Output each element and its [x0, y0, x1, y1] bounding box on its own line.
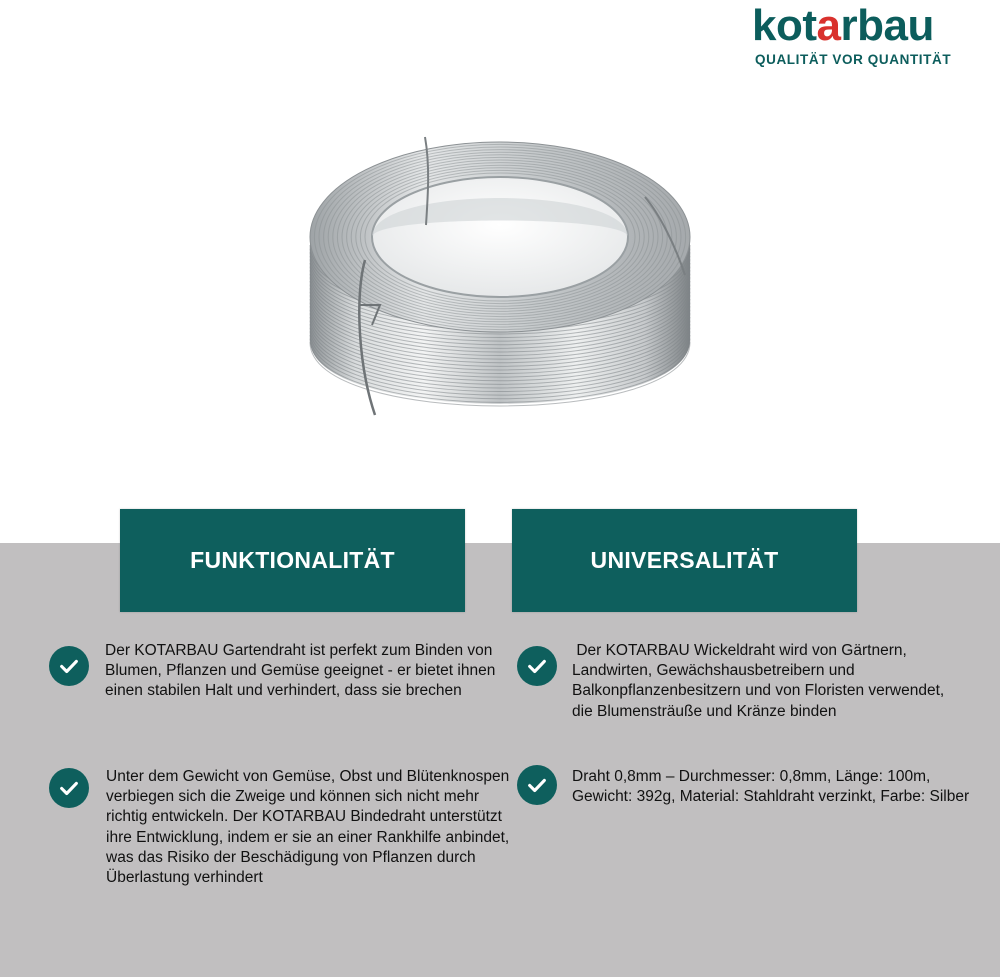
heading-universalitaet: UNIVERSALITÄT [512, 509, 857, 612]
feature-text: Der KOTARBAU Wickeldraht wird von Gärtnern, Landwirten, Gewächshausbetreibern und Balkonpflanzenbesitzern und von Floristen verwendet, die Blumensträuße und Kränze binden [572, 642, 949, 720]
wire-coil-image [300, 125, 700, 455]
brand-tagline: QUALITÄT VOR QUANTITÄT [755, 52, 952, 67]
check-circle-icon [49, 646, 89, 686]
brand-wordmark: kotarbau [752, 1, 934, 50]
feature-text: Der KOTARBAU Gartendraht ist perfekt zum Binden von Blumen, Pflanzen und Gemüse geeignet - er bietet ihnen einen stabilen Halt und verhindert, dass sie brechen [105, 642, 496, 700]
check-circle-icon [517, 765, 557, 805]
brand-logo [752, 1, 962, 67]
check-circle-icon [49, 768, 89, 808]
check-circle-icon [517, 646, 557, 686]
feature-text: Unter dem Gewicht von Gemüse, Obst und Blütenknospen verbiegen sich die Zweige und können sich nicht mehr richtig entwickeln. Der KOTARBAU Bindedraht unterstützt ihre Entwicklung, indem er sie an einer Rankhilfe anbindet, was das Risiko der Beschädigung von Pflanzen durch Überlastung verhindert [106, 768, 510, 887]
feature-text: Draht 0,8mm – Durchmesser: 0,8mm, Länge: 100m, Gewicht: 392g, Material: Stahldraht verzinkt, Farbe: Silber [572, 768, 970, 806]
heading-funktionalitaet: FUNKTIONALITÄT [120, 509, 465, 612]
